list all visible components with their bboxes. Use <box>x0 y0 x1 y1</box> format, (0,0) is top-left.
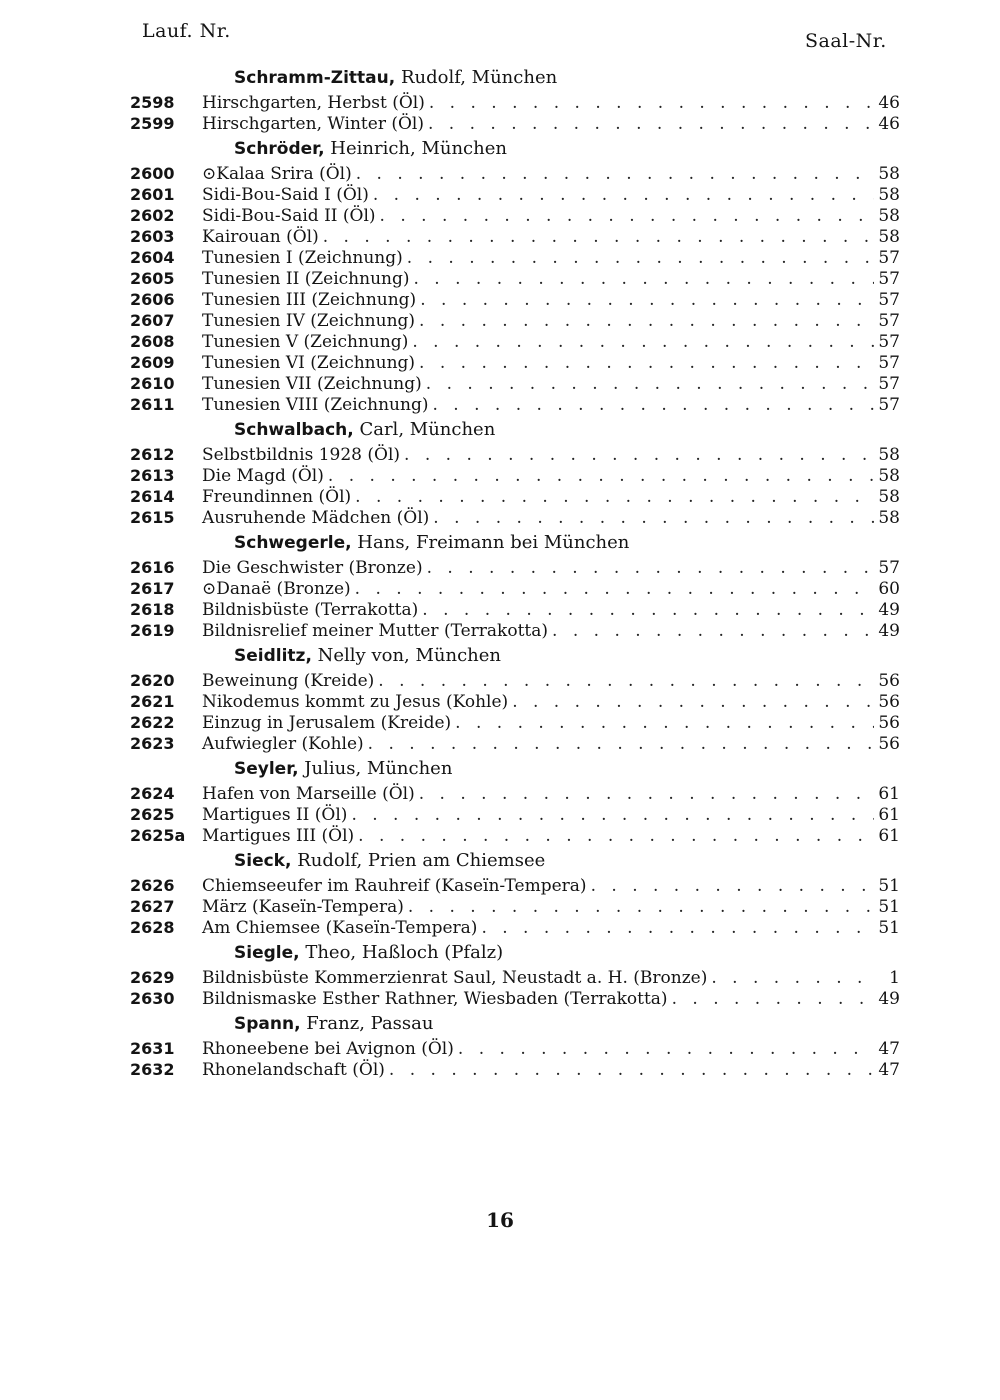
dot-leader <box>428 114 874 135</box>
entry-number: 2603 <box>130 227 175 246</box>
entry-room-number: 58 <box>878 487 900 507</box>
entry-room-number: 61 <box>878 826 900 846</box>
artist-details: Carl, München <box>359 419 496 440</box>
entry-title: Aufwiegler (Kohle) <box>202 734 364 754</box>
entry-title: Am Chiemsee (Kaseïn-Tempera) <box>202 918 478 938</box>
entry-room-number: 51 <box>878 897 900 917</box>
catalog-entry <box>130 465 900 486</box>
entry-title: Tunesien VII (Zeichnung) <box>202 374 422 394</box>
artist-heading <box>234 65 900 91</box>
entry-number: 2617 <box>130 579 175 598</box>
catalog-entry <box>130 712 900 733</box>
entry-title: Bildnisbüste Kommerzienrat Saul, Neustadt a. H. (Bronze) <box>202 968 708 988</box>
entry-number: 2623 <box>130 734 175 753</box>
dot-leader <box>328 466 874 487</box>
page-number: 16 <box>486 1208 514 1232</box>
artist-name: Schwalbach, <box>234 420 354 440</box>
catalog-entry <box>130 670 900 691</box>
entry-room-number: 56 <box>878 692 900 712</box>
entry-title: Bildnisbüste (Terrakotta) <box>202 600 419 620</box>
entry-number: 2625 <box>130 805 175 824</box>
entry-title: ⊙Kalaa Srira (Öl) <box>202 164 352 184</box>
entry-title: Ausruhende Mädchen (Öl) <box>202 508 430 528</box>
catalog-entry <box>130 578 900 599</box>
entry-title: Tunesien V (Zeichnung) <box>202 332 409 352</box>
dot-leader <box>413 269 874 290</box>
entry-number: 2627 <box>130 897 175 916</box>
entry-room-number: 47 <box>878 1060 900 1080</box>
artist-heading <box>234 417 900 443</box>
catalog-entry <box>130 599 900 620</box>
artist-details: Franz, Passau <box>306 1013 434 1034</box>
entry-room-number: 56 <box>878 713 900 733</box>
entry-title: Bildnismaske Esther Rathner, Wiesbaden (Terrakotta) <box>202 989 668 1009</box>
entry-room-number: 56 <box>878 671 900 691</box>
entry-room-number: 49 <box>878 600 900 620</box>
entry-number: 2608 <box>130 332 175 351</box>
entry-number: 2609 <box>130 353 175 372</box>
catalog-entry <box>130 875 900 896</box>
artist-details: Julius, München <box>304 758 453 779</box>
catalog-entry <box>130 896 900 917</box>
catalog-entry <box>130 804 900 825</box>
header-lauf-nr: Lauf. Nr. <box>142 20 231 42</box>
dot-leader <box>458 1039 874 1060</box>
dot-leader <box>432 395 874 416</box>
entry-number: 2612 <box>130 445 175 464</box>
entry-number: 2599 <box>130 114 175 133</box>
artist-heading <box>234 530 900 556</box>
entry-room-number: 57 <box>878 248 900 268</box>
entry-title: Tunesien VIII (Zeichnung) <box>202 395 429 415</box>
catalog-entry <box>130 226 900 247</box>
entry-title: Selbstbildnis 1928 (Öl) <box>202 445 401 465</box>
dot-leader <box>380 206 874 227</box>
dot-leader <box>356 164 874 185</box>
entry-title: Einzug in Jerusalem (Kreide) <box>202 713 452 733</box>
entry-number: 2610 <box>130 374 175 393</box>
entry-room-number: 57 <box>878 269 900 289</box>
catalog-entry <box>130 620 900 641</box>
entry-number: 2606 <box>130 290 175 309</box>
dot-leader <box>368 734 874 755</box>
dot-leader <box>404 445 874 466</box>
header-saal-nr: Saal-Nr. <box>805 30 887 52</box>
dot-leader <box>351 805 874 826</box>
catalog-entry <box>130 352 900 373</box>
dot-leader <box>422 600 874 621</box>
entry-room-number: 58 <box>878 227 900 247</box>
entry-title: Beweinung (Kreide) <box>202 671 375 691</box>
catalog-entry <box>130 1038 900 1059</box>
entry-number: 2601 <box>130 185 175 204</box>
dot-leader <box>378 671 874 692</box>
dot-leader <box>672 989 874 1010</box>
entry-number: 2615 <box>130 508 175 527</box>
dot-leader <box>591 876 874 897</box>
artist-heading <box>234 643 900 669</box>
entry-title: Tunesien II (Zeichnung) <box>202 269 410 289</box>
entry-room-number: 49 <box>878 989 900 1009</box>
artist-name: Sieck, <box>234 851 292 871</box>
entry-room-number: 57 <box>878 558 900 578</box>
entry-number: 2620 <box>130 671 175 690</box>
artist-name: Schramm-Zittau, <box>234 68 396 88</box>
catalog-entry <box>130 691 900 712</box>
dot-leader <box>427 558 874 579</box>
catalog-entry <box>130 486 900 507</box>
entry-number: 2604 <box>130 248 175 267</box>
entry-number: 2622 <box>130 713 175 732</box>
catalog-entry <box>130 373 900 394</box>
entry-title: ⊙Danaë (Bronze) <box>202 579 351 599</box>
dot-leader <box>373 185 874 206</box>
dot-leader <box>355 487 874 508</box>
entry-title: Freundinnen (Öl) <box>202 487 352 507</box>
entry-number: 2611 <box>130 395 175 414</box>
entry-room-number: 57 <box>878 311 900 331</box>
entry-number: 2613 <box>130 466 175 485</box>
artist-details: Rudolf, Prien am Chiemsee <box>297 850 546 871</box>
dot-leader <box>419 311 874 332</box>
dot-leader <box>481 918 874 939</box>
entry-number: 2602 <box>130 206 175 225</box>
entry-title: Kairouan (Öl) <box>202 227 319 247</box>
entry-title: Rhonelandschaft (Öl) <box>202 1060 385 1080</box>
entry-title: Martigues II (Öl) <box>202 805 348 825</box>
entry-room-number: 57 <box>878 332 900 352</box>
entry-title: Hirschgarten, Winter (Öl) <box>202 114 424 134</box>
dot-leader <box>419 784 874 805</box>
entry-title: Chiemseeufer im Rauhreif (Kaseïn-Tempera) <box>202 876 587 896</box>
dot-leader <box>455 713 874 734</box>
dot-leader <box>407 248 874 269</box>
catalog-entry <box>130 289 900 310</box>
artist-details: Theo, Haßloch (Pfalz) <box>305 942 504 963</box>
artist-details: Heinrich, München <box>330 138 507 159</box>
entry-room-number: 57 <box>878 353 900 373</box>
entry-title: Die Geschwister (Bronze) <box>202 558 423 578</box>
entry-title: Bildnisrelief meiner Mutter (Terrakotta) <box>202 621 549 641</box>
dot-leader <box>323 227 874 248</box>
dot-leader <box>512 692 874 713</box>
dot-leader <box>419 353 874 374</box>
entry-number: 2605 <box>130 269 175 288</box>
artist-name: Spann, <box>234 1014 301 1034</box>
entry-title: Sidi-Bou-Said II (Öl) <box>202 206 376 226</box>
entry-room-number: 1 <box>889 968 900 988</box>
dot-leader <box>552 621 874 642</box>
artist-name: Seidlitz, <box>234 646 312 666</box>
entry-room-number: 58 <box>878 185 900 205</box>
artist-name: Schwegerle, <box>234 533 352 553</box>
artist-details: Rudolf, München <box>400 67 558 88</box>
entry-room-number: 57 <box>878 395 900 415</box>
entry-number: 2632 <box>130 1060 175 1079</box>
catalog-entry <box>130 507 900 528</box>
artist-details: Nelly von, München <box>317 645 502 666</box>
entry-title: Nikodemus kommt zu Jesus (Kohle) <box>202 692 509 712</box>
artist-name: Seyler, <box>234 759 299 779</box>
entry-title: Tunesien III (Zeichnung) <box>202 290 417 310</box>
dot-leader <box>412 332 874 353</box>
dot-leader <box>429 93 874 114</box>
entry-room-number: 57 <box>878 374 900 394</box>
entry-number: 2618 <box>130 600 175 619</box>
entry-number: 2631 <box>130 1039 175 1058</box>
entry-title: Martigues III (Öl) <box>202 826 355 846</box>
artist-heading <box>234 848 900 874</box>
entry-title: Tunesien I (Zeichnung) <box>202 248 403 268</box>
artist-heading <box>234 756 900 782</box>
entry-room-number: 49 <box>878 621 900 641</box>
dot-leader <box>355 579 874 600</box>
entry-number: 2628 <box>130 918 175 937</box>
catalog-entry <box>130 205 900 226</box>
catalog-entry <box>130 988 900 1009</box>
catalog-entry <box>130 92 900 113</box>
catalog-entry <box>130 1059 900 1080</box>
artist-name: Siegle, <box>234 943 300 963</box>
catalog-entry <box>130 394 900 415</box>
entry-room-number: 58 <box>878 206 900 226</box>
entry-room-number: 46 <box>878 114 900 134</box>
entry-number: 2616 <box>130 558 175 577</box>
entry-number: 2614 <box>130 487 175 506</box>
dot-leader <box>358 826 874 847</box>
entry-title: Tunesien IV (Zeichnung) <box>202 311 416 331</box>
artist-heading <box>234 136 900 162</box>
catalog-entry <box>130 967 900 988</box>
entry-room-number: 58 <box>878 466 900 486</box>
entry-room-number: 47 <box>878 1039 900 1059</box>
entry-number: 2598 <box>130 93 175 112</box>
dot-leader <box>426 374 874 395</box>
entry-title: Tunesien VI (Zeichnung) <box>202 353 416 373</box>
catalog-entry <box>130 268 900 289</box>
entry-title: Rhoneebene bei Avignon (Öl) <box>202 1039 454 1059</box>
entry-number: 2621 <box>130 692 175 711</box>
catalog-entry <box>130 825 900 846</box>
entry-room-number: 60 <box>878 579 900 599</box>
entry-number: 2625a <box>130 826 186 845</box>
artist-heading <box>234 1011 900 1037</box>
entry-room-number: 58 <box>878 445 900 465</box>
catalog-entry <box>130 783 900 804</box>
dot-leader <box>433 508 874 529</box>
dot-leader <box>408 897 874 918</box>
dot-leader <box>389 1060 874 1081</box>
catalog-entry <box>130 247 900 268</box>
dot-leader <box>420 290 874 311</box>
entry-number: 2629 <box>130 968 175 987</box>
catalog-entry <box>130 331 900 352</box>
artist-details: Hans, Freimann bei München <box>357 532 630 553</box>
entry-title: Hirschgarten, Herbst (Öl) <box>202 93 425 113</box>
catalog-entry <box>130 310 900 331</box>
entry-title: Hafen von Marseille (Öl) <box>202 784 415 804</box>
catalog-entry <box>130 113 900 134</box>
entry-room-number: 46 <box>878 93 900 113</box>
entry-room-number: 61 <box>878 784 900 804</box>
entry-number: 2600 <box>130 164 175 183</box>
entry-number: 2630 <box>130 989 175 1008</box>
catalog-entry <box>130 733 900 754</box>
entry-room-number: 57 <box>878 290 900 310</box>
dot-leader <box>711 968 874 989</box>
entry-number: 2619 <box>130 621 175 640</box>
entry-room-number: 61 <box>878 805 900 825</box>
entry-title: Sidi-Bou-Said I (Öl) <box>202 185 369 205</box>
artist-name: Schröder, <box>234 139 325 159</box>
entry-title: Die Magd (Öl) <box>202 466 324 486</box>
entry-room-number: 51 <box>878 918 900 938</box>
entry-room-number: 58 <box>878 164 900 184</box>
catalog-entry <box>130 917 900 938</box>
catalog-entry <box>130 557 900 578</box>
catalog-entry <box>130 184 900 205</box>
entry-room-number: 56 <box>878 734 900 754</box>
entry-title: März (Kaseïn-Tempera) <box>202 897 404 917</box>
catalog-entry <box>130 163 900 184</box>
catalog-entry <box>130 444 900 465</box>
entry-room-number: 58 <box>878 508 900 528</box>
entry-list <box>130 63 900 1080</box>
entry-number: 2624 <box>130 784 175 803</box>
entry-number: 2626 <box>130 876 175 895</box>
entry-room-number: 51 <box>878 876 900 896</box>
artist-heading <box>234 940 900 966</box>
entry-number: 2607 <box>130 311 175 330</box>
